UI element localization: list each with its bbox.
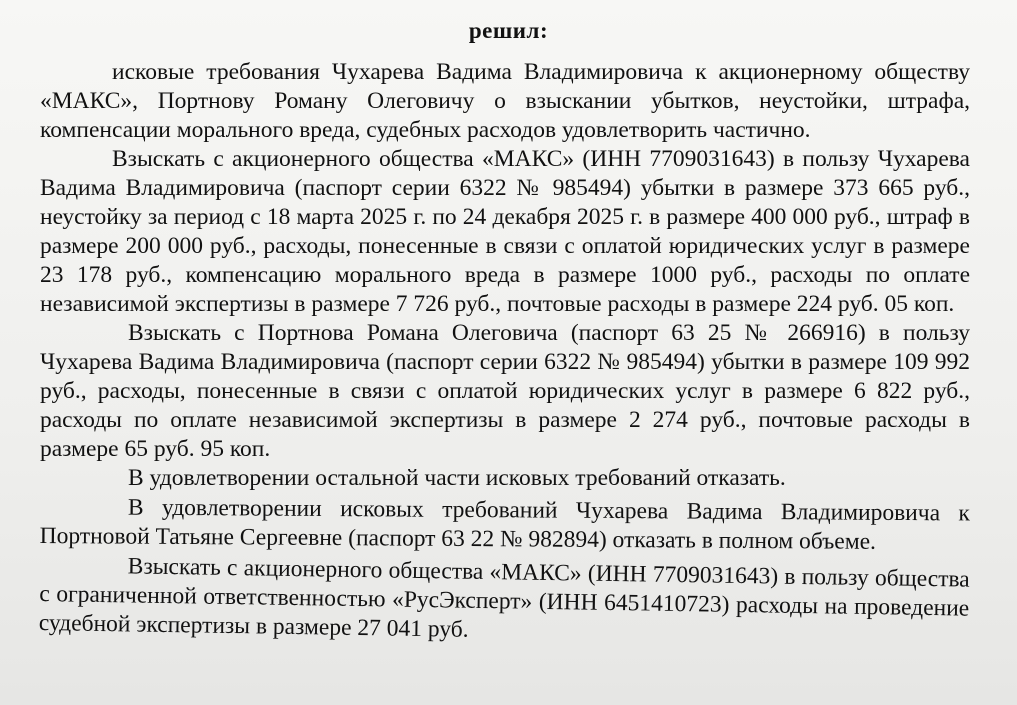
decision-heading: решил: xyxy=(468,18,549,43)
paragraph-deny-portnova: В удовлетворении исковых требований Чухарева Вадима Владимировича к Портновой Татьяне Сергеевне (паспорт 63 22 № 982894) отказать в полном объеме. xyxy=(39,494,970,555)
paragraph-recover-portnov: Взыскать с Портнова Романа Олеговича (паспорт 63 25 № 266916) в пользу Чухарева Вадима Владимировича (паспорт серии 6322 № 985494) убытки в размере 109 992 руб., расходы, понесенные в связи с оплатой юридических услуг в размере 6 822 руб., расходы по оплате независимой экспертизы в размере 2 274 руб., почтовые расходы в размере 65 руб. 95 коп. xyxy=(40,320,970,462)
document-body xyxy=(38,58,970,643)
paragraph-claims: исковые требования Чухарева Вадима Владимировича к акционерному обществу «МАКС», Портнову Роману Олеговичу о взыскании убытков, неустойки, штрафа, компенсации морального вреда, судебных расходов удовлетворить частично. xyxy=(40,59,970,143)
paragraph-recover-maks: Взыскать с акционерного общества «МАКС» (ИНН 7709031643) в пользу Чухарева Вадима Владимировича (паспорт серии 6322 № 985494) убытки в размере 373 665 руб., неустойку за период с 18 марта 2025 г. по 24 декабря 2025 г. в размере 400 000 руб., штраф в размере 200 000 руб., расходы, понесенные в связи с оплатой юридических услуг в размере 23 178 руб., компенсацию морального вреда в размере 1000 руб., расходы по оплате независимой экспертизы в размере 7 726 руб., почтовые расходы в размере 224 руб. 05 коп. xyxy=(40,146,970,317)
paragraph-recover-expertise: Взыскать с акционерного общества «МАКС» (ИНН 7709031643) в пользу общества с ограниченной ответственностью «РусЭксперт» (ИНН 6451410723) расходы на проведение судебной экспертизы в размере 27 041 руб. xyxy=(38,553,970,643)
paragraph-deny-rest: В удовлетворении остальной части исковых требований отказать. xyxy=(128,465,786,491)
